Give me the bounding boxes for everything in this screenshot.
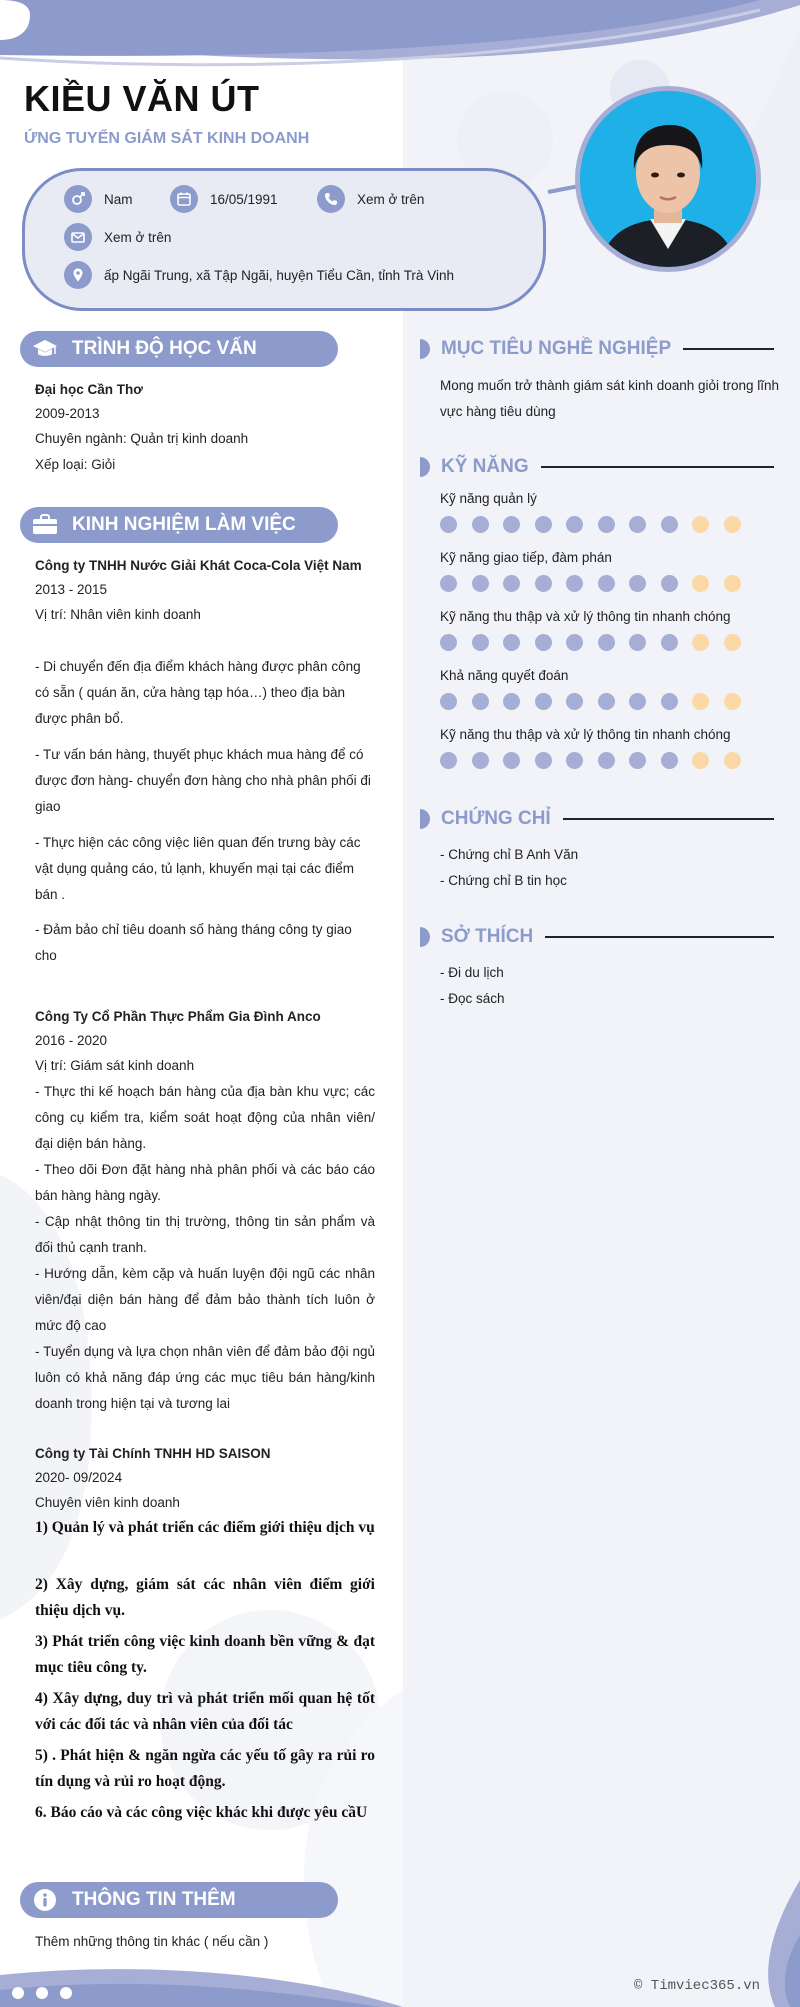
graduation-cap-icon	[30, 334, 60, 364]
job-2-duty-4: - Hướng dẫn, kèm cặp và huấn luyện đội ngũ các nhân viên/đại diện bán hàng để đảm bảo thành tích luôn ở mức độ cao	[35, 1266, 375, 1333]
phone-value: Xem ở trên	[357, 191, 425, 207]
job-2-duty-5: - Tuyển dụng và lựa chọn nhân viên để đảm bảo đội ngủ luôn có khả năng đáp ứng các mục tiêu bán hàng/kinh doanh trong hiện tại và tương lai	[35, 1344, 375, 1411]
skill-dot-filled	[661, 634, 678, 651]
skill-dot-filled	[629, 575, 646, 592]
contact-email	[64, 223, 171, 251]
contact-birthday	[170, 185, 278, 213]
skill-dot-filled	[440, 693, 457, 710]
skill-dot-empty	[724, 575, 741, 592]
skill-dot-filled	[566, 575, 583, 592]
job-1-years: 2013 - 2015	[35, 582, 108, 597]
skill-4-label: Khả năng quyết đoán	[440, 668, 569, 683]
certificates-header	[420, 807, 774, 831]
skill-dot-filled	[598, 575, 615, 592]
job-3-role: Chuyên viên kinh doanh	[35, 1495, 180, 1510]
email-icon	[64, 223, 92, 251]
skill-2-rating	[440, 575, 755, 592]
job-2-years: 2016 - 2020	[35, 1033, 108, 1048]
skill-3-rating	[440, 634, 755, 651]
extra-info-title: THÔNG TIN THÊM	[72, 1889, 236, 1910]
skill-dot-filled	[629, 752, 646, 769]
job-1-duty-2: - Tư vấn bán hàng, thuyết phục khách mua hàng để có được đơn hàng- chuyển đơn hàng cho nhà phân phối đi giao	[35, 747, 371, 814]
birthday-value: 16/05/1991	[210, 191, 278, 207]
divider-line	[541, 466, 774, 468]
job-3-duty-2: 2) Xây dựng, giám sát các nhân viên điểm giới thiệu dịch vụ.	[35, 1576, 375, 1619]
phone-icon	[317, 185, 345, 213]
skill-4-rating	[440, 693, 755, 710]
half-circle-marker-icon	[420, 457, 430, 477]
skill-dot-empty	[724, 752, 741, 769]
contact-address	[64, 261, 454, 289]
divider-line	[563, 818, 774, 820]
skill-5-label: Kỹ năng thu thập và xử lý thông tin nhanh chóng	[440, 727, 731, 742]
job-2-duty-2: - Theo dõi Đơn đặt hàng nhà phân phối và các báo cáo bán hàng hàng ngày.	[35, 1162, 375, 1203]
education-school: Đại học Cần Thơ	[35, 382, 143, 397]
address-value: ấp Ngãi Trung, xã Tập Ngãi, huyện Tiểu Cần, tỉnh Trà Vinh	[104, 267, 454, 283]
skill-dot-empty	[692, 516, 709, 533]
skill-dot-filled	[566, 752, 583, 769]
hobby-item: - Đọc sách	[440, 991, 505, 1006]
skill-dot-filled	[535, 752, 552, 769]
job-1-duty-3: - Thực hiện các công việc liên quan đến trưng bày các vật dụng quảng cáo, tủ lạnh, khuyến mại tại các điểm bán .	[35, 835, 361, 902]
half-circle-marker-icon	[420, 809, 430, 829]
experience-header	[20, 507, 338, 543]
job-2-company: Công Ty Cổ Phần Thực Phẩm Gia Đình Anco	[35, 1009, 321, 1024]
portrait-photo	[580, 91, 756, 267]
contact-gender	[64, 185, 133, 213]
skill-dot-filled	[440, 575, 457, 592]
skill-dot-empty	[692, 752, 709, 769]
certificate-item: - Chứng chỉ B tin học	[440, 873, 567, 888]
skill-dot-filled	[661, 693, 678, 710]
skills-header	[420, 455, 774, 479]
skill-dot-filled	[503, 693, 520, 710]
job-3-company: Công ty Tài Chính TNHH HD SAISON	[35, 1446, 271, 1461]
skill-dot-filled	[440, 516, 457, 533]
skill-3-label: Kỹ năng thu thập và xử lý thông tin nhanh chóng	[440, 609, 731, 624]
skill-dot-empty	[692, 575, 709, 592]
briefcase-icon	[30, 510, 60, 540]
skill-dot-filled	[598, 516, 615, 533]
education-header	[20, 331, 338, 367]
job-3-years: 2020- 09/2024	[35, 1470, 123, 1485]
skill-dot-filled	[629, 634, 646, 651]
skill-dot-filled	[535, 575, 552, 592]
extra-info-text: Thêm những thông tin khác ( nếu cần )	[35, 1934, 269, 1949]
objective-text: Mong muốn trở thành giám sát kinh doanh giỏi trong lĩnh vực hàng tiêu dùng	[440, 378, 780, 419]
skill-dot-filled	[598, 752, 615, 769]
skill-dot-filled	[661, 752, 678, 769]
job-1-company: Công ty TNHH Nước Giải Khát Coca-Cola Việt Nam	[35, 558, 362, 573]
education-major: Chuyên ngành: Quản trị kinh doanh	[35, 431, 249, 446]
skill-dot-filled	[661, 516, 678, 533]
skill-dot-filled	[629, 693, 646, 710]
info-icon	[30, 1885, 60, 1915]
contact-phone	[317, 185, 424, 213]
skill-dot-filled	[503, 634, 520, 651]
skill-dot-filled	[472, 752, 489, 769]
skill-dot-filled	[503, 752, 520, 769]
skill-dot-filled	[566, 693, 583, 710]
job-1-role: Vị trí: Nhân viên kinh doanh	[35, 607, 201, 622]
certificate-item: - Chứng chỉ B Anh Văn	[440, 847, 579, 862]
candidate-name: KIỀU VĂN ÚT	[24, 78, 260, 119]
job-2-duty-3: - Cập nhật thông tin thị trường, thông tin sản phẩm và đối thủ cạnh tranh.	[35, 1214, 375, 1255]
skill-dot-filled	[535, 693, 552, 710]
job-3-duty-6: 6. Báo cáo và các công việc khác khi được yêu cầU	[35, 1804, 368, 1821]
skill-dot-filled	[440, 634, 457, 651]
hobby-item: - Đi du lịch	[440, 965, 504, 980]
skill-dot-filled	[629, 516, 646, 533]
avatar	[575, 86, 761, 272]
education-grade: Xếp loại: Giỏi	[35, 457, 116, 472]
skill-dot-filled	[566, 516, 583, 533]
half-circle-marker-icon	[420, 927, 430, 947]
extra-info-header	[20, 1882, 338, 1918]
skills-title: KỸ NĂNG	[441, 456, 529, 477]
email-value: Xem ở trên	[104, 229, 172, 245]
divider-line	[683, 348, 774, 350]
job-3-duty-5: 5) . Phát hiện & ngăn ngừa các yếu tố gây ra rủi ro tín dụng và rủi ro hoạt động.	[35, 1747, 375, 1790]
job-3-duty-4: 4) Xây dựng, duy trì và phát triển mối quan hệ tốt với các đối tác và nhân viên của đối tác	[35, 1690, 375, 1733]
job-3-duty-3: 3) Phát triển công việc kinh doanh bền vững & đạt mục tiêu công ty.	[35, 1633, 375, 1676]
job-1-duty-4: - Đảm bảo chỉ tiêu doanh số hàng tháng công ty giao cho	[35, 922, 352, 963]
skill-dot-filled	[535, 516, 552, 533]
skill-dot-filled	[661, 575, 678, 592]
skill-dot-filled	[598, 693, 615, 710]
skill-dot-filled	[503, 575, 520, 592]
education-years: 2009-2013	[35, 406, 100, 421]
skill-dot-filled	[472, 516, 489, 533]
objective-title: MỤC TIÊU NGHỀ NGHIỆP	[441, 338, 672, 359]
divider-line	[545, 936, 774, 938]
certificates-title: CHỨNG CHỈ	[441, 808, 551, 829]
hobbies-header	[420, 925, 774, 949]
gender-icon	[64, 185, 92, 213]
gender-value: Nam	[104, 191, 133, 207]
experience-title: KINH NGHIỆM LÀM VIỆC	[72, 514, 296, 535]
skill-dot-filled	[472, 693, 489, 710]
education-title: TRÌNH ĐỘ HỌC VẤN	[72, 338, 257, 359]
location-pin-icon	[64, 261, 92, 289]
skill-dot-filled	[535, 634, 552, 651]
applied-position: ỨNG TUYỂN GIÁM SÁT KINH DOANH	[24, 130, 310, 147]
skill-dot-empty	[724, 693, 741, 710]
skill-5-rating	[440, 752, 755, 769]
skill-1-label: Kỹ năng quản lý	[440, 491, 537, 506]
job-2-duty-1: - Thực thi kế hoạch bán hàng của địa bàn khu vực; các công cụ kiểm tra, kiểm soát hoạt động của nhân viên/ đại diện bán hàng.	[35, 1084, 375, 1151]
skill-dot-filled	[472, 575, 489, 592]
skill-2-label: Kỹ năng giao tiếp, đàm phán	[440, 550, 612, 565]
hobbies-title: SỞ THÍCH	[441, 926, 534, 947]
skill-1-rating	[440, 516, 755, 533]
skill-dot-empty	[724, 634, 741, 651]
job-1-duty-1: - Di chuyển đến địa điểm khách hàng được phân công có sẵn ( quán ăn, cửa hàng tạp hóa…) theo địa bàn được phân bổ.	[35, 659, 361, 726]
skill-dot-filled	[503, 516, 520, 533]
skill-dot-filled	[598, 634, 615, 651]
job-2-role: Vị trí: Giám sát kinh doanh	[35, 1058, 195, 1073]
footer-copyright: © Timviec365.vn	[634, 1978, 761, 1994]
skill-dot-filled	[472, 634, 489, 651]
job-3-duty-1: 1) Quản lý và phát triển các điểm giới thiệu dịch vụ	[35, 1519, 375, 1536]
skill-dot-filled	[440, 752, 457, 769]
skill-dot-filled	[566, 634, 583, 651]
skill-dot-empty	[692, 634, 709, 651]
skill-dot-empty	[724, 516, 741, 533]
objective-header	[420, 337, 774, 361]
calendar-icon	[170, 185, 198, 213]
half-circle-marker-icon	[420, 339, 430, 359]
skill-dot-empty	[692, 693, 709, 710]
